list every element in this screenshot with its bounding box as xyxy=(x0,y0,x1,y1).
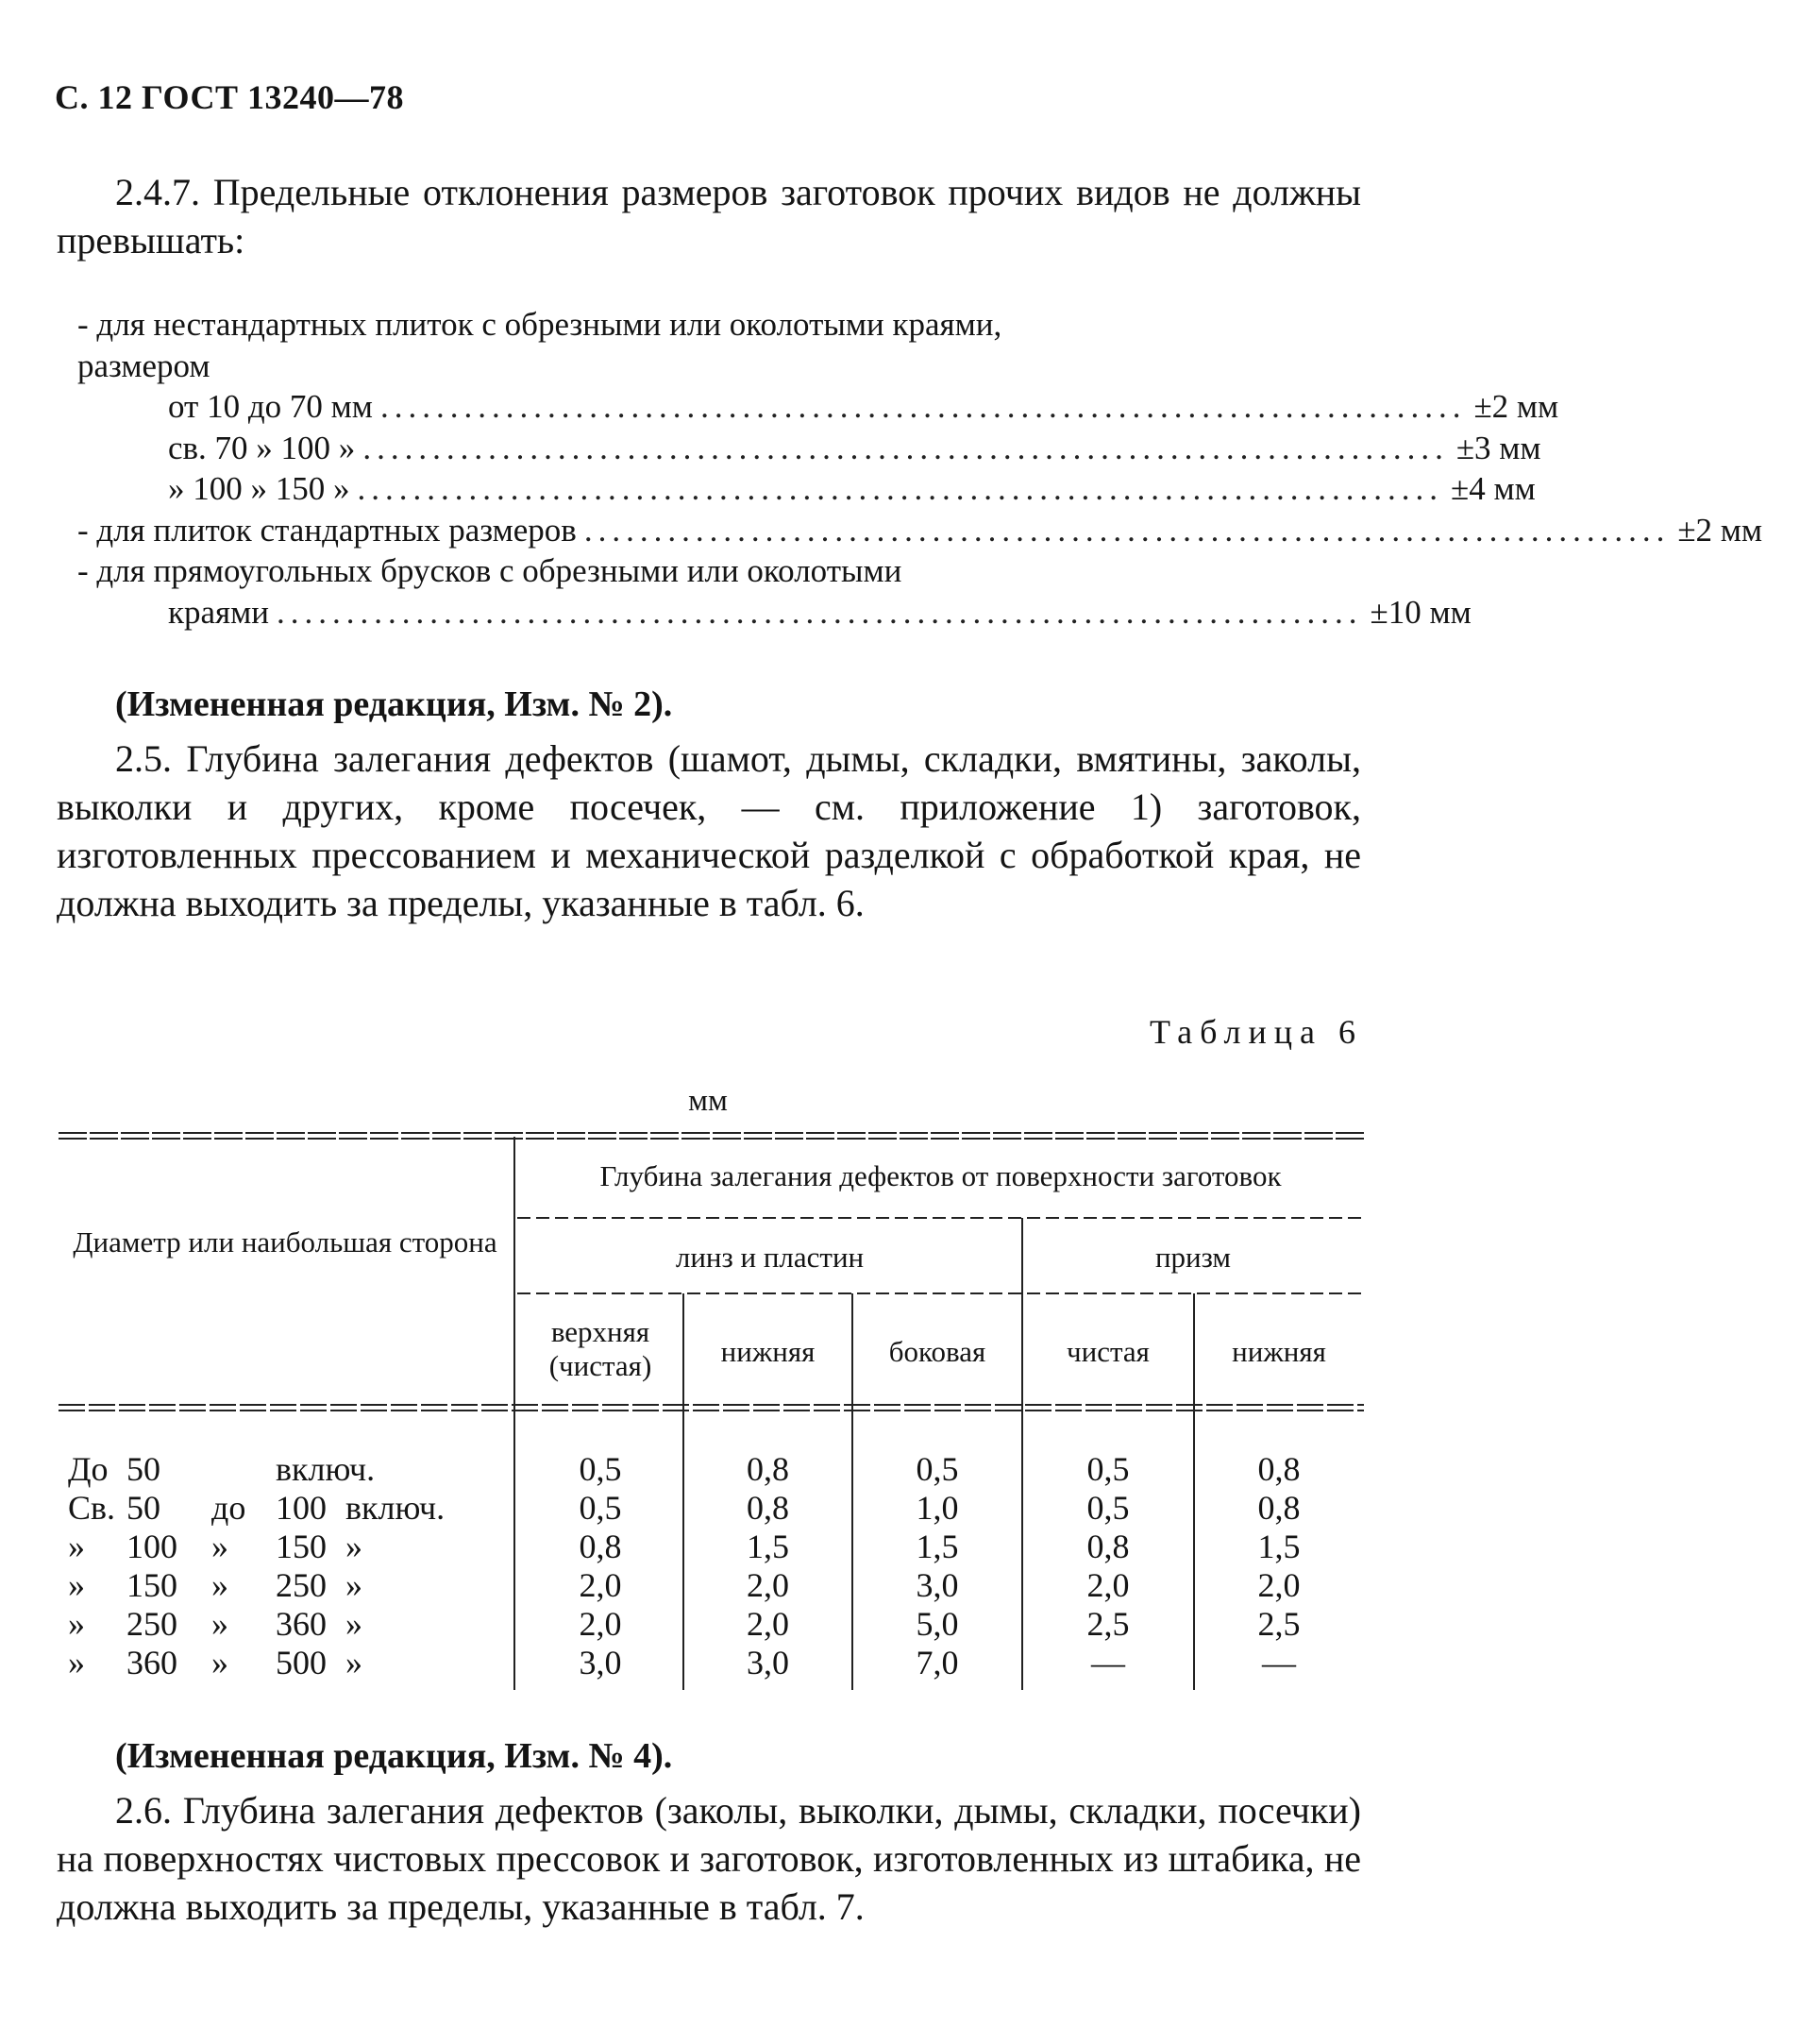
table-cell: 7,0 xyxy=(916,1644,959,1681)
table-col-prism-bottom: нижняя xyxy=(1232,1335,1326,1368)
list-row-value: ±4 мм xyxy=(1451,470,1536,507)
table-cell: 3,0 xyxy=(916,1566,959,1604)
table-group-lenses: линз и пластин xyxy=(675,1241,865,1274)
table-cell: 2,5 xyxy=(1086,1605,1130,1643)
table-cell: 0,8 xyxy=(747,1489,789,1527)
page-header: С. 12 ГОСТ 13240—78 xyxy=(55,78,404,116)
table-head-depth: Глубина залегания дефектов от поверхности заготовок xyxy=(599,1159,1282,1192)
table-col-top: верхняя (чистая) xyxy=(548,1315,652,1382)
list-row-value: ±2 мм xyxy=(1473,388,1559,425)
paragraph-2-6: 2.6. Глубина залегания дефектов (заколы, выколки, дымы, складки, посечки) на поверхностях чистовых прессовок и заготовок, изготовленных из штабика, не должна выходить за пределы, указанные в табл. 7. xyxy=(57,1789,1361,1928)
table-cell: 0,5 xyxy=(1086,1450,1130,1488)
row-label-part: 50 xyxy=(126,1489,160,1527)
table-cell: 2,0 xyxy=(579,1566,622,1604)
table-cell: 2,0 xyxy=(747,1605,789,1643)
paragraph-2-4-7: 2.4.7. Предельные отклонения размеров заготовок прочих видов не должны превышать: xyxy=(57,171,1361,262)
row-label-part: » xyxy=(68,1528,85,1565)
table-col-bottom: нижняя xyxy=(720,1335,816,1368)
table-cell: 0,5 xyxy=(579,1450,622,1488)
row-label-part: 250 xyxy=(276,1566,327,1604)
row-label-part: 150 xyxy=(276,1528,327,1565)
table-cell: 1,5 xyxy=(747,1528,789,1565)
table-cell: 1,0 xyxy=(916,1489,959,1527)
table-units: мм xyxy=(688,1084,728,1118)
row-label-part: до xyxy=(211,1489,246,1527)
table-cell: 0,8 xyxy=(1257,1489,1301,1527)
row-label-part: включ. xyxy=(345,1489,446,1527)
leader-dots: .............................................................................. xyxy=(362,429,1449,466)
list-row-label: - для плиток стандартных размеров xyxy=(77,511,577,549)
table-cell: 3,0 xyxy=(747,1644,789,1681)
edition-note-2: (Измененная редакция, Изм. № 4). xyxy=(115,1736,673,1776)
row-label-part: 50 xyxy=(126,1450,160,1488)
table-cell: 0,8 xyxy=(1257,1450,1301,1488)
table-cell: 2,0 xyxy=(1257,1566,1301,1604)
table-col-side: боковая xyxy=(888,1335,986,1368)
row-label-part: 250 xyxy=(126,1605,177,1643)
row-label-part: » xyxy=(68,1566,85,1604)
table-cell: — xyxy=(1262,1644,1296,1681)
table-cell: 1,5 xyxy=(916,1528,959,1565)
table-cell: 5,0 xyxy=(916,1605,959,1643)
row-label-part: » xyxy=(345,1566,362,1604)
list-row-value: ±2 мм xyxy=(1677,511,1763,549)
leader-dots: .............................................................................. xyxy=(277,593,1363,631)
row-label-part: » xyxy=(68,1605,85,1643)
edition-note-1: (Измененная редакция, Изм. № 2). xyxy=(115,684,673,724)
table-caption: Таблица 6 xyxy=(1150,1013,1363,1051)
row-label-part: » xyxy=(211,1528,228,1565)
leader-dots: .............................................................................. xyxy=(583,511,1671,549)
row-label-part: » xyxy=(211,1566,228,1604)
table-group-prisms: призм xyxy=(1154,1241,1232,1274)
table-head-size: Диаметр или наибольшая сторона xyxy=(73,1225,497,1258)
list-intro-line1: - для нестандартных плиток с обрезными или околотыми краями, xyxy=(77,306,1002,343)
table-col-clean: чистая xyxy=(1067,1335,1150,1368)
table-cell: 2,0 xyxy=(1086,1566,1130,1604)
list-row-label: » 100 » 150 » xyxy=(168,470,350,507)
list-row-label: св. 70 » 100 » xyxy=(168,429,356,466)
table-cell: 0,5 xyxy=(579,1489,622,1527)
row-label-part: » xyxy=(345,1528,362,1565)
row-label-part: 360 xyxy=(276,1605,327,1643)
row-label-part: » xyxy=(345,1644,362,1681)
table-cell: 0,8 xyxy=(747,1450,789,1488)
table-cell: 2,5 xyxy=(1257,1605,1301,1643)
table-cell: 0,5 xyxy=(1086,1489,1130,1527)
table-cell: 3,0 xyxy=(579,1644,622,1681)
table-cell: 0,8 xyxy=(579,1528,622,1565)
row-label-part: 100 xyxy=(126,1528,177,1565)
paragraph-2-5: 2.5. Глубина залегания дефектов (шамот, дымы, складки, вмятины, заколы, выколки и других, кроме посечек, — см. приложение 1) заготовок, изготовленных прессованием и механической разделкой с обработкой края, не должна выходить за пределы, указанные в табл. 6. xyxy=(57,737,1361,924)
list-bars-line1: - для прямоугольных брусков с обрезными или околотыми xyxy=(77,552,902,589)
row-label-part: включ. xyxy=(276,1450,376,1488)
table-cell: 2,0 xyxy=(579,1605,622,1643)
row-label-part: До xyxy=(68,1450,109,1488)
row-label-part: » xyxy=(211,1605,228,1643)
table-cell: 2,0 xyxy=(747,1566,789,1604)
table-cell: 1,5 xyxy=(1257,1528,1301,1565)
row-label-part: 150 xyxy=(126,1566,177,1604)
list-row-label: от 10 до 70 мм xyxy=(168,388,373,425)
table-cell: 0,5 xyxy=(916,1450,959,1488)
row-label-part: 500 xyxy=(276,1644,327,1681)
row-label-part: » xyxy=(68,1644,85,1681)
row-label-part: 360 xyxy=(126,1644,177,1681)
table-cell: 0,8 xyxy=(1086,1528,1130,1565)
table-cell: — xyxy=(1091,1644,1125,1681)
row-label-part: 100 xyxy=(276,1489,327,1527)
row-label-part: » xyxy=(211,1644,228,1681)
row-label-part: Св. xyxy=(68,1489,116,1527)
list-row-label: краями xyxy=(168,593,270,631)
list-row-value: ±10 мм xyxy=(1370,593,1472,631)
list-intro-line2: размером xyxy=(77,346,210,384)
row-label-part: » xyxy=(345,1605,362,1643)
list-row-value: ±3 мм xyxy=(1455,429,1541,466)
leader-dots: .............................................................................. xyxy=(379,388,1467,425)
leader-dots: .............................................................................. xyxy=(357,470,1443,507)
